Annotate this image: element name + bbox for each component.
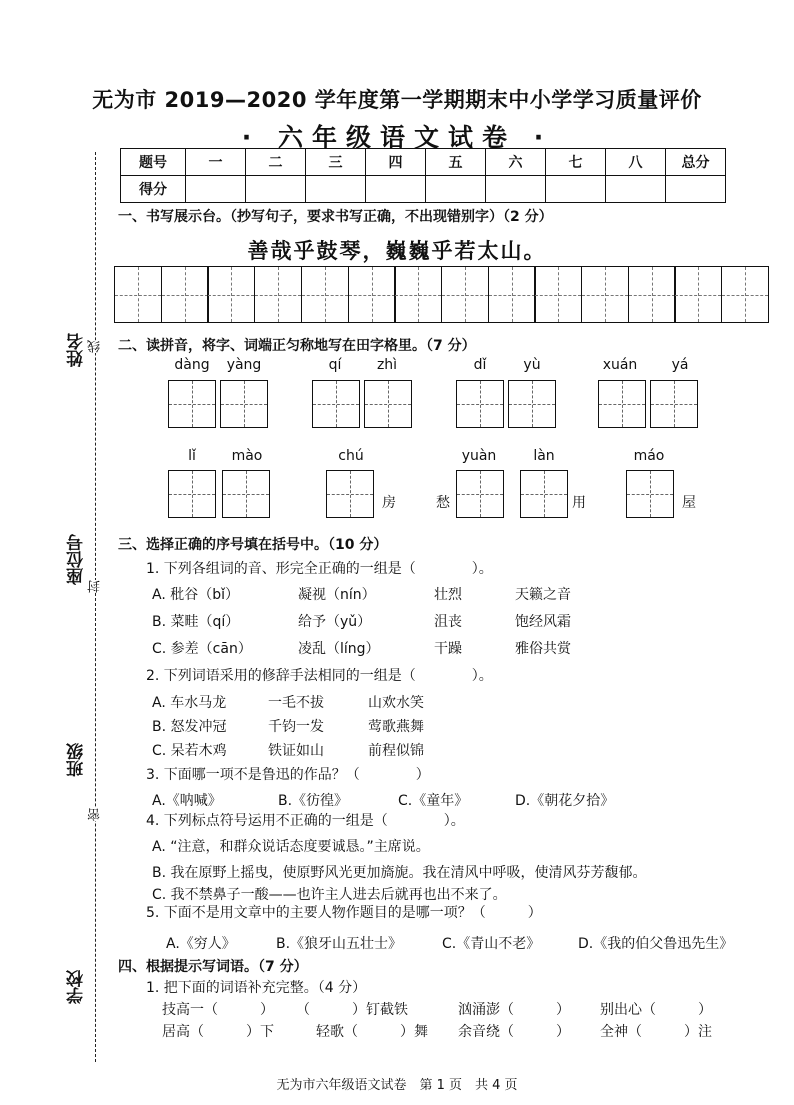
binding-line [95,152,96,1062]
pinyin-label: dàng [174,357,210,373]
writing-cell[interactable] [721,266,769,323]
q2-option-c-2: 铁证如山 [268,743,324,759]
writing-cell[interactable] [674,266,722,323]
q1-option-c-3: 干躁 [434,641,462,657]
pinyin-label: yuàn [461,448,497,464]
score-header-row [121,149,726,176]
q2-option-a-3: 山欢水笑 [368,695,424,711]
idiom-blank[interactable]: （ ）钉截铁 [296,1002,408,1018]
q1-option-a-1: A. 秕谷（bǐ） [152,587,240,603]
q2-option-b-2: 千钧一发 [268,719,324,735]
idiom-blank[interactable]: 别出心（ ） [600,1002,712,1018]
pinyin-label: yù [523,357,541,373]
pinyin-label: xuán [602,357,638,373]
q1-option-b-3: 沮丧 [434,614,462,630]
tianzige-box[interactable] [598,380,646,428]
tianzige-box[interactable] [508,380,556,428]
page-footer: 无为市六年级语文试卷 第 1 页 共 4 页 [276,1078,518,1093]
q1-option-c-4: 雅俗共赏 [515,641,571,657]
q1-option-c-1: C. 参差（cān） [152,641,252,657]
pinyin-label: qí [328,357,342,373]
tianzige-box[interactable] [168,380,216,428]
section4-heading: 四、根据提示写词语。（7 分） [118,959,308,975]
score-header-cell: 一 [186,149,246,176]
score-header-cell: 总分 [666,149,726,176]
section2-heading: 二、读拼音，将字、词端正匀称地写在田字格里。（7 分） [118,338,476,354]
score-cell[interactable] [546,176,606,203]
q5-stem: 5. 下面不是用文章中的主要人物作题目的是哪一项？（ ） [146,905,542,921]
writing-cell[interactable] [628,266,676,323]
score-cell[interactable] [486,176,546,203]
pinyin-label: yá [671,357,689,373]
score-cell[interactable] [306,176,366,203]
pinyin-label: chú [338,448,364,464]
idiom-blank[interactable]: 轻歌（ ）舞 [316,1024,428,1040]
q2-option-c-1: C. 呆若木鸡 [152,743,227,759]
q5-option-c: C.《青山不老》 [442,936,541,952]
q3-option-d: D.《朝花夕拾》 [515,793,615,809]
q2-option-c-3: 前程似锦 [368,743,424,759]
writing-cell[interactable] [488,266,536,323]
pinyin-label: dǐ [473,357,487,373]
tianzige-box[interactable] [364,380,412,428]
given-char: 屋 [682,495,696,511]
q1-option-a-2: 凝视（nín） [298,587,376,603]
pinyin-label: làn [533,448,555,464]
writing-cell[interactable] [534,266,582,323]
given-char: 愁 [436,495,450,511]
pinyin-label: yàng [226,357,262,373]
q2-stem: 2. 下列词语采用的修辞手法相同的一组是（ ）。 [146,668,493,684]
q4-option-c: C. 我不禁鼻子一酸——也许主人进去后就再也出不来了。 [152,887,507,903]
pinyin-label: lǐ [188,448,196,464]
score-row-label: 得分 [121,176,186,203]
idiom-blank[interactable]: 全神（ ）注 [600,1024,712,1040]
idiom-blank[interactable]: 余音绕（ ） [458,1024,570,1040]
writing-cell[interactable] [207,266,255,323]
score-cell[interactable] [246,176,306,203]
name-label: 姓名 [67,333,87,367]
score-header-cell: 四 [366,149,426,176]
tianzige-box[interactable] [326,470,374,518]
q1-option-b-2: 给予（yǔ） [298,614,372,630]
q3-option-c: C.《童年》 [398,793,469,809]
score-header-cell: 三 [306,149,366,176]
writing-cell[interactable] [394,266,442,323]
score-cell[interactable] [426,176,486,203]
idiom-blank[interactable]: 汹涌澎（ ） [458,1002,570,1018]
writing-cell[interactable] [441,266,489,323]
score-header-cell: 五 [426,149,486,176]
score-cell[interactable] [606,176,666,203]
given-char: 房 [382,495,396,511]
score-header-cell: 题号 [121,149,186,176]
q2-option-b-3: 莺歌燕舞 [368,719,424,735]
q5-option-b: B.《狼牙山五壮士》 [276,936,403,952]
writing-cell[interactable] [348,266,396,323]
q1-option-b-4: 饱经风霜 [515,614,571,630]
score-cell[interactable] [366,176,426,203]
tianzige-box[interactable] [456,470,504,518]
score-value-row [121,176,726,203]
score-header-cell: 六 [486,149,546,176]
q3-option-b: B.《彷徨》 [278,793,349,809]
q2-option-a-1: A. 车水马龙 [152,695,227,711]
school-label: 学校 [67,970,87,1004]
pinyin-label: máo [633,448,665,464]
tianzige-box[interactable] [626,470,674,518]
q2-option-b-1: B. 怒发冲冠 [152,719,227,735]
q5-option-d: D.《我的伯父鲁迅先生》 [578,936,734,952]
tianzige-box[interactable] [520,470,568,518]
tianzige-box[interactable] [222,470,270,518]
q5-option-a: A.《穷人》 [166,936,236,952]
tianzige-box[interactable] [650,380,698,428]
section1-heading: 一、书写展示台。（抄写句子，要求书写正确，不出现错别字）（2 分） [118,209,553,225]
q1-option-b-1: B. 菜畦（qí） [152,614,240,630]
writing-cell[interactable] [114,266,162,323]
pinyin-label: mào [231,448,263,464]
idiom-blank[interactable]: 技高一（ ） [162,1002,274,1018]
q1-option-a-3: 壮烈 [434,587,462,603]
bind-char-seal: 封 [88,580,103,593]
tianzige-box[interactable] [168,470,216,518]
q4-option-b: B. 我在原野上摇曳，使原野风光更加旖旎。我在清风中呼吸，使清风芬芳馥郁。 [152,865,647,881]
exam-title: 无为市 2019—2020 学年度第一学期期末中小学学习质量评价 [92,88,702,112]
exam-subtitle: · 六年级语文试卷 · [241,123,553,152]
bind-char-secret: 密 [88,808,103,821]
q3-option-a: A.《呐喊》 [152,793,222,809]
q2-option-a-2: 一毛不拔 [268,695,324,711]
score-cell[interactable] [666,176,726,203]
tianzige-box[interactable] [312,380,360,428]
q3-stem: 3. 下面哪一项不是鲁迅的作品？（ ） [146,767,430,783]
copy-sentence: 善哉乎鼓琴，巍巍乎若太山。 [247,238,547,263]
q1-stem: 1. 下列各组词的音、形完全正确的一组是（ ）。 [146,561,493,577]
section3-heading: 三、选择正确的序号填在括号中。（10 分） [118,537,388,553]
writing-grid[interactable] [114,266,768,323]
writing-cell[interactable] [254,266,302,323]
score-table [120,148,726,203]
q1-option-c-2: 凌乱（líng） [298,641,380,657]
q1-option-a-4: 天籁之音 [515,587,571,603]
score-header-cell: 七 [546,149,606,176]
tianzige-box[interactable] [456,380,504,428]
pinyin-label: zhì [376,357,398,373]
writing-cell[interactable] [161,266,209,323]
score-header-cell: 八 [606,149,666,176]
writing-cell[interactable] [581,266,629,323]
seat-label: 座位号 [67,534,87,586]
s4-q1-stem: 1. 把下面的词语补充完整。（4 分） [146,980,367,996]
q4-option-a: A. “注意，和群众说话态度要诚恳。”主席说。 [152,839,430,855]
class-label: 班级 [67,743,87,777]
writing-cell[interactable] [301,266,349,323]
tianzige-box[interactable] [220,380,268,428]
idiom-blank[interactable]: 居高（ ）下 [162,1024,274,1040]
score-cell[interactable] [186,176,246,203]
q4-stem: 4. 下列标点符号运用不正确的一组是（ ）。 [146,813,465,829]
given-char: 用 [572,495,586,511]
bind-char-line: 线 [88,340,103,353]
score-header-cell: 二 [246,149,306,176]
